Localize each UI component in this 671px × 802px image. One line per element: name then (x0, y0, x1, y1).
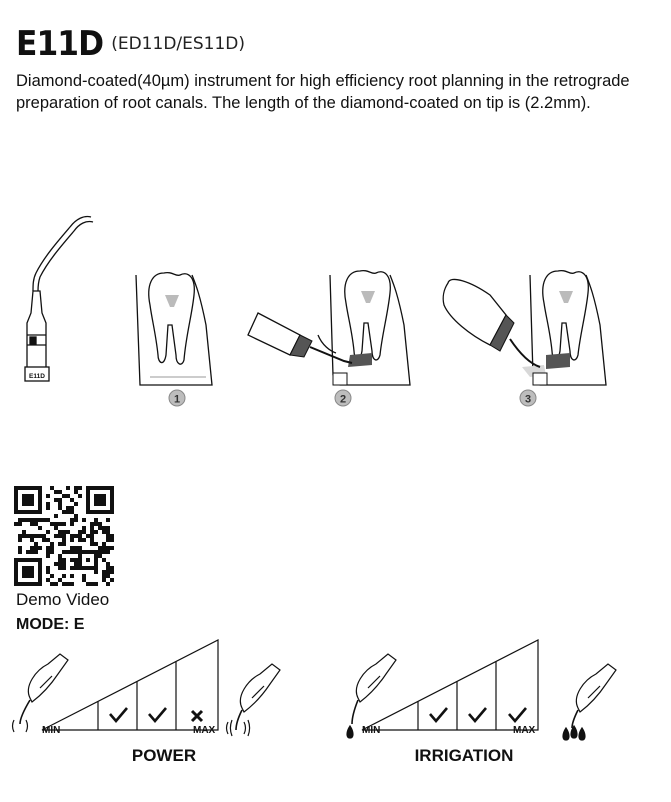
demo-video-label: Demo Video (16, 590, 110, 609)
power-caption: POWER (131, 746, 197, 765)
handpiece-max-irrigation-icon (563, 664, 616, 740)
svg-text:1: 1 (173, 393, 181, 406)
power-ramp (42, 640, 218, 730)
power-max-label: MAX (193, 725, 216, 736)
step-badge-3 (520, 390, 536, 406)
step-badge-1 (169, 390, 185, 406)
step-badge-2 (335, 390, 351, 406)
tooth-diagram-step-1 (136, 273, 212, 385)
handpiece-max-icon (227, 664, 281, 736)
qr-code-icon[interactable] (14, 486, 114, 586)
irrigation-caption: IRRIGATION (414, 746, 514, 765)
power-min-label: MIN (42, 725, 61, 736)
product-description: Diamond-coated(40µm) instrument for high efficiency root planning in the retrograde preparation of root canals. The length of the diamond-coated on tip is (2.2mm). (16, 72, 630, 112)
svg-text:3: 3 (524, 393, 532, 406)
tooth-diagram-step-2 (248, 271, 410, 385)
scaler-tip-icon (25, 216, 93, 381)
tip-label: E11D (29, 373, 45, 380)
product-code: E11D (16, 24, 104, 64)
power-level-chart (0, 630, 300, 770)
irrigation-min-label: MIN (362, 725, 381, 736)
product-variants: (ED11D/ES11D) (111, 34, 246, 54)
mode-label: MODE: E (16, 616, 85, 633)
tooth-diagram-step-3 (443, 271, 606, 385)
irrigation-max-label: MAX (513, 725, 536, 736)
svg-text:2: 2 (339, 393, 347, 406)
product-title (16, 24, 245, 64)
irrigation-level-chart (330, 630, 630, 770)
procedure-illustrations (0, 195, 671, 420)
